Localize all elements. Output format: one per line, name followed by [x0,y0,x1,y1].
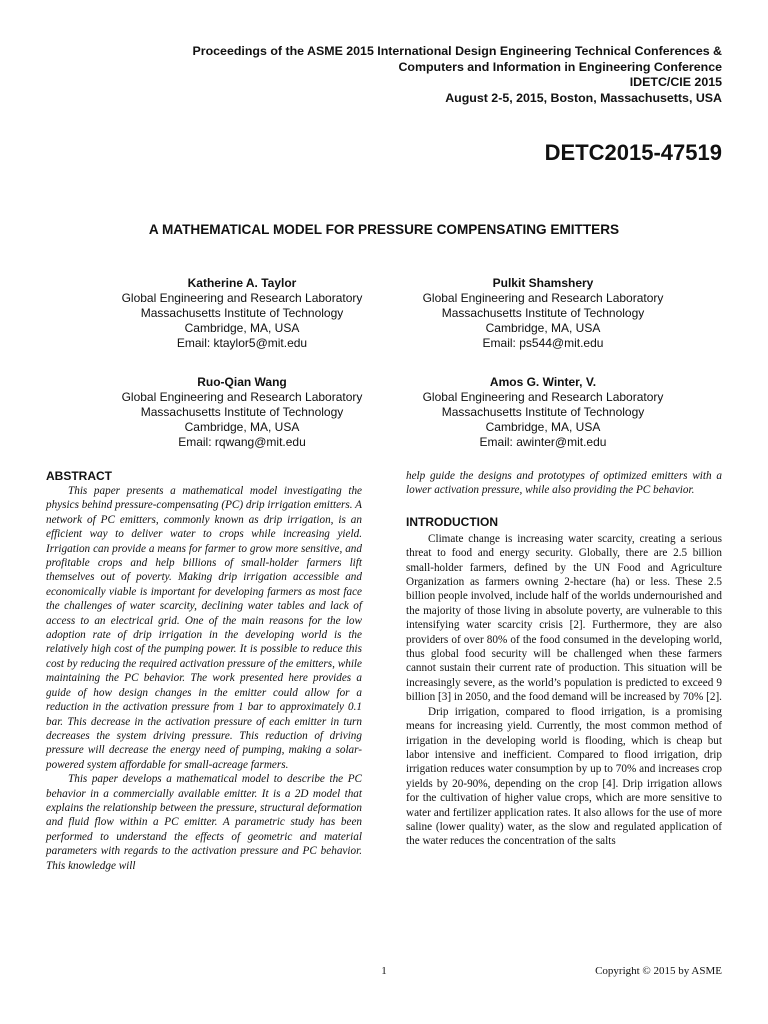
paper-id: DETC2015-47519 [544,140,722,165]
page-number: 1 [381,965,387,977]
author-institution: Massachusetts Institute of Technology [140,405,344,419]
author-block-2 [393,276,693,351]
copyright-notice: Copyright © 2015 by ASME [595,965,722,977]
author-city: Cambridge, MA, USA [184,420,300,434]
header-line-2: Computers and Information in Engineering Conference [398,59,722,74]
author-lab: Global Engineering and Research Laboratory [422,390,664,404]
author-city: Cambridge, MA, USA [485,420,601,434]
author-city: Cambridge, MA, USA [485,321,601,335]
header-line-3: IDETC/CIE 2015 [629,75,722,90]
paper-title: A MATHEMATICAL MODEL FOR PRESSURE COMPENSATING EMITTERS [148,222,620,237]
author-lab: Global Engineering and Research Laboratory [422,291,664,305]
right-column [406,469,722,849]
author-email: Email: rqwang@mit.edu [178,435,306,449]
abstract-paragraph-2-continued: help guide the designs and prototypes of optimized emitters with a lower activation pressure, while also providing the PC behavior. [406,470,722,497]
author-institution: Massachusetts Institute of Technology [140,306,344,320]
author-name: Amos G. Winter, V. [489,375,597,389]
author-email: Email: awinter@mit.edu [479,435,607,449]
introduction-heading: INTRODUCTION [406,514,498,529]
conference-header [193,44,722,106]
author-lab: Global Engineering and Research Laboratory [121,390,363,404]
author-city: Cambridge, MA, USA [184,321,300,335]
author-block-1 [92,276,392,351]
author-name: Katherine A. Taylor [187,276,297,290]
introduction-paragraph-1: Climate change is increasing water scarcity, creating a serious threat to food and energy security. Globally, there are 2.5 billion small-holder farmers, defined by the UN Food and Agriculture Organization as farmers owning 2-hectare (ha) or less. These 2.5 billion people involved, include half of the worlds undernourished and the majority of those living in absolute poverty, are vulnerable to this intensifying water scarcity crisis [2]. Furthermore, they are also providers of over 80% of the food consumed in the developing world, thus global food security will be challenged when these farmers cannot sustain their current rate of production. This situation will be increasingly severe, as the world’s population is predicted to exceed 9 billion [3] in 2050, and the food demand will be increased by 70% [2]. [406,532,722,704]
abstract-heading: ABSTRACT [46,469,112,483]
author-institution: Massachusetts Institute of Technology [441,306,645,320]
author-email: Email: ktaylor5@mit.edu [176,336,308,350]
author-lab: Global Engineering and Research Laboratory [121,291,363,305]
abstract-paragraph-1: This paper presents a mathematical model investigating the physics behind pressure-compensating (PC) drip irrigation emitters. A network of PC emitters, commonly known as drip irrigation, is an efficient way to deliver water to crops while increasing yield. Irrigation can provide a means for farmer to grow more sensitive, and profitable crops and help billions of small-holder farmers lift themselves out of poverty. Making drip irrigation accessible and economically viable is important for developing farmers as most face the challenges of water scarcity, declining water tables and lack of access to an electrical grid. One of the main reasons for the low adoption rate of drip irrigation in the developing world is the relatively high cost of the pumping power. It is possible to reduce this cost by reducing the required activation pressure of the emitters, while maintaining the PC behavior. The work presented here provides a guide of how design changes in the emitter could allow for a reduction in the activation pressure from 1 bar to approximately 0.1 bar. This decrease in the activation pressure of each emitter in turn decreases the system driving pressure. This reduction of driving pressure will decrease the energy need of pumping, making a solar-powered system affordable for small-acreage farmers. [46,485,362,771]
author-institution: Massachusetts Institute of Technology [441,405,645,419]
author-block-3 [92,375,392,450]
author-name: Ruo-Qian Wang [197,375,287,389]
header-line-1: Proceedings of the ASME 2015 International Design Engineering Technical Conferences & [192,44,722,58]
left-column [46,469,362,873]
header-line-4: August 2-5, 2015, Boston, Massachusetts, USA [445,90,722,105]
author-email: Email: ps544@mit.edu [482,336,604,350]
introduction-paragraph-2: Drip irrigation, compared to flood irrigation, is a promising means for increasing yield. Currently, the most common method of irrigation in the developing world is flooding, which is cheap but labor intensive and inefficient. Compared to flood irrigation, drip irrigation reduces water consumption by up to 70% and increases crop yields by 20-90%, depending on the crop [4]. Drip irrigation allows for the cultivation of higher value crops, which are more sensitive to water and fertilizer application rates. It also allows for the use of more saline (lower quality) water, as the slow and regulated application of the water reduces the concentration of the salts [406,705,722,848]
abstract-paragraph-2: This paper develops a mathematical model to describe the PC behavior in a commercially available emitter. It is a 2D model that explains the relationship between the pressure, structural deformation and fluid flow within a PC emitter. A parametric study has been performed to understand the effects of geometric and material parameters with regards to the activation pressure and PC behavior. This knowledge will [46,773,362,872]
author-block-4 [393,375,693,450]
author-name: Pulkit Shamshery [492,276,594,290]
